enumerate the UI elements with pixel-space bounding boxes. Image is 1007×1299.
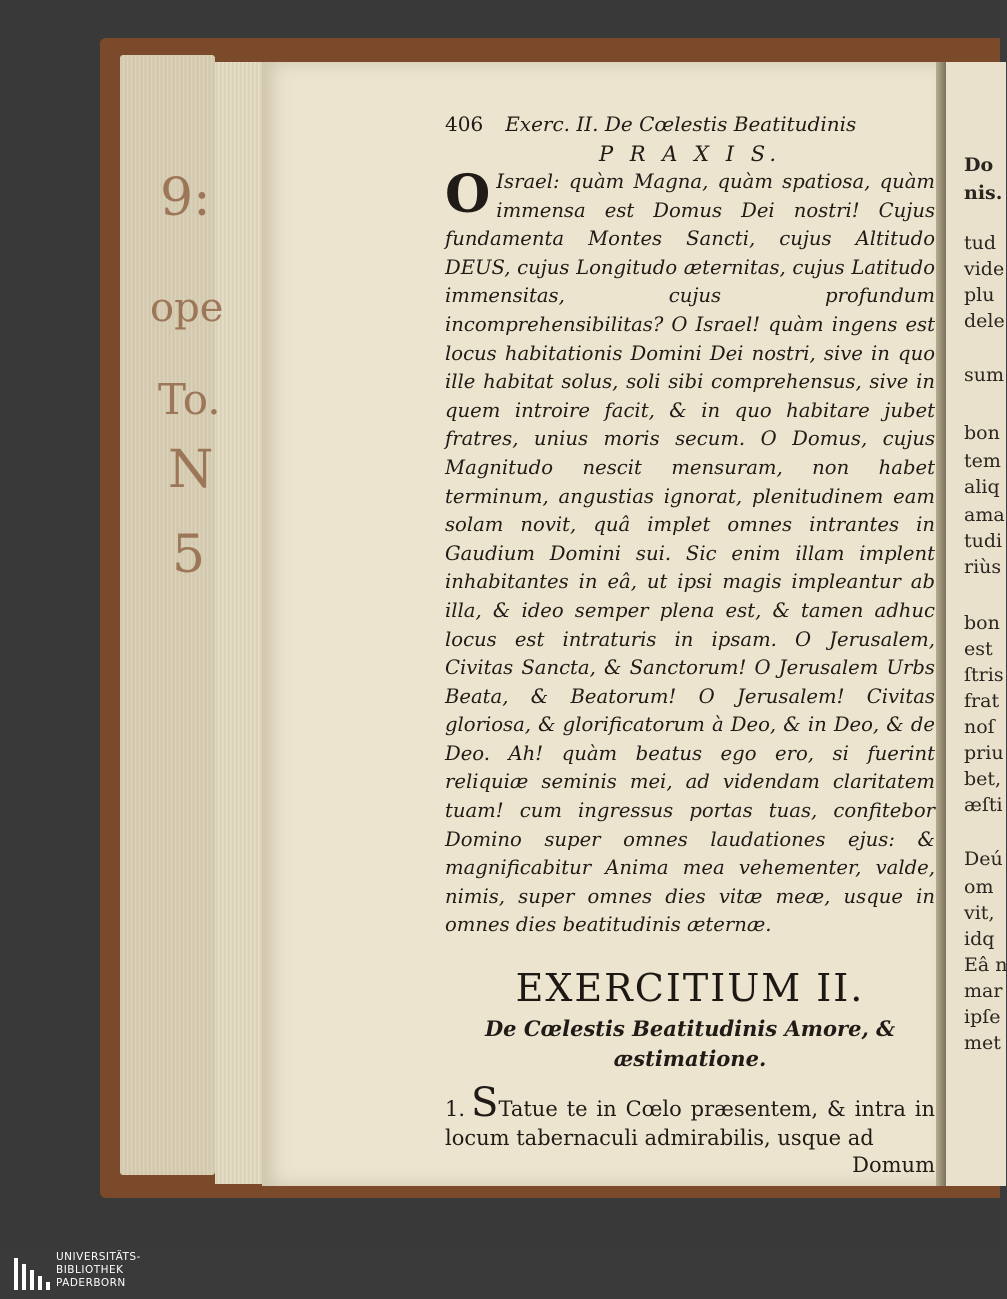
page-text — [445, 112, 935, 1177]
fragment: noſ — [964, 716, 995, 738]
exercitium-subtitle: De Cœlestis Beatitudinis Amore, & æstimatione. — [484, 1016, 896, 1072]
library-name-line2: BIBLIOTHEK — [56, 1264, 124, 1276]
praxis-text: Israel: quàm Magna, quàm spatiosa, quàm immensa est Domus Dei nostri! Cujus fundamenta Montes Sancti, cujus Altitudo DEUS, cujus Longitudo æternitas, cujus Latitudo immensitas, cujus profundum incomprehensibilitas? O Israel! quàm ingens est locus habitationis Domini Dei nostri, sive in quo ille habitat solus, soli sibi comprehensus, sive in quem introire facit, & in quo habitare jubet fratres, unius moris secum. O Domus, cujus Magnitudo nescit mensuram, non habet terminum, angustias ignorat, plenitudinem eam solam novit, quâ implet omnes intrantes in Gaudium Domini sui. Sic enim illam implent inhabitantes in eâ, ut ipsi magis impleantur ab illa, & ideo semper plena est, & tamen adhuc locus est intraturis in ipsam. O Jerusalem, Civitas Sancta, & Sanctorum! O Jerusalem Urbs Beata, & Beatorum! O Jerusalem! Civitas gloriosa, & glorificatorum à Deo, & in Deo, & de Deo. Ah! quàm beatus ego ero, si fuerint reliquiæ seminis mei, ad videndam claritatem tuam! cum ingressus portas tuas, confitebor Domino super omnes laudationes ejus: & magnificabitur Anima mea vehementer, valde, nimis, super omnes dies vitæ meæ, usque in omnes dies beatitudinis æternæ. — [445, 170, 935, 937]
running-title: Exerc. II. De Cœlestis Beatitudinis — [505, 112, 857, 136]
fragment: nis. — [964, 182, 1003, 204]
fragment: Eâ n — [964, 954, 1007, 976]
paragraph-number: 1. — [445, 1097, 466, 1122]
paragraph-1 — [445, 1080, 935, 1153]
fragment: met — [964, 1032, 1001, 1054]
drop-cap: O — [445, 164, 491, 225]
exercitium-heading: EXERCITIUM II. — [515, 966, 865, 1011]
margin-note-2: ope — [150, 285, 224, 331]
fragment: est — [964, 638, 993, 660]
fragment: dele — [964, 310, 1005, 332]
fragment: vit, — [964, 902, 995, 924]
paragraph-cap: S — [471, 1080, 499, 1127]
fragment: tudi — [964, 530, 1003, 552]
praxis-paragraph — [445, 164, 935, 940]
fragment: priu — [964, 742, 1004, 764]
library-footer — [0, 1248, 1000, 1299]
margin-note-1: 9: — [160, 168, 211, 228]
page-number: 406 — [445, 112, 484, 136]
fragment: frat — [964, 690, 1000, 712]
fragment: tem — [964, 450, 1001, 472]
margin-note-5: 5 — [172, 525, 206, 585]
margin-note-4: N — [168, 440, 214, 500]
fragment: aliq — [964, 476, 1000, 498]
fragment: sum — [964, 364, 1005, 386]
catchword: Domum — [852, 1153, 935, 1178]
page-edges-inner — [215, 62, 265, 1184]
section-title: P R A X I S. — [598, 142, 782, 166]
fragment: riùs — [964, 556, 1002, 578]
fragment: ipſe — [964, 1006, 1001, 1028]
fragment: idq — [964, 928, 995, 950]
paragraph-text: Tatue te in Cœlo præsentem, & intra in locum tabernaculi admirabilis, usque ad — [445, 1097, 935, 1151]
margin-note-3: To. — [158, 375, 221, 424]
fragment: bon — [964, 612, 1000, 634]
library-name-line1: UNIVERSITÄTS- — [56, 1251, 141, 1263]
running-head — [445, 112, 935, 136]
fragment: tud — [964, 232, 997, 254]
fragment: vide — [964, 258, 1005, 280]
fragment: Do — [964, 154, 994, 176]
fragment: æſti — [964, 794, 1003, 816]
library-logo-icon — [14, 1258, 50, 1290]
fragment: ama — [964, 504, 1005, 526]
fragment: Deú — [964, 848, 1003, 870]
library-name — [56, 1251, 141, 1290]
fragment: ſtris — [964, 664, 1004, 686]
fragment: plu — [964, 284, 995, 306]
fragment: mar — [964, 980, 1003, 1002]
right-page-fragment — [946, 62, 1006, 1186]
fragment: bet, — [964, 768, 1002, 790]
library-name-line3: PADERBORN — [56, 1277, 126, 1289]
fragment: om — [964, 876, 994, 898]
fragment: bon — [964, 422, 1000, 444]
